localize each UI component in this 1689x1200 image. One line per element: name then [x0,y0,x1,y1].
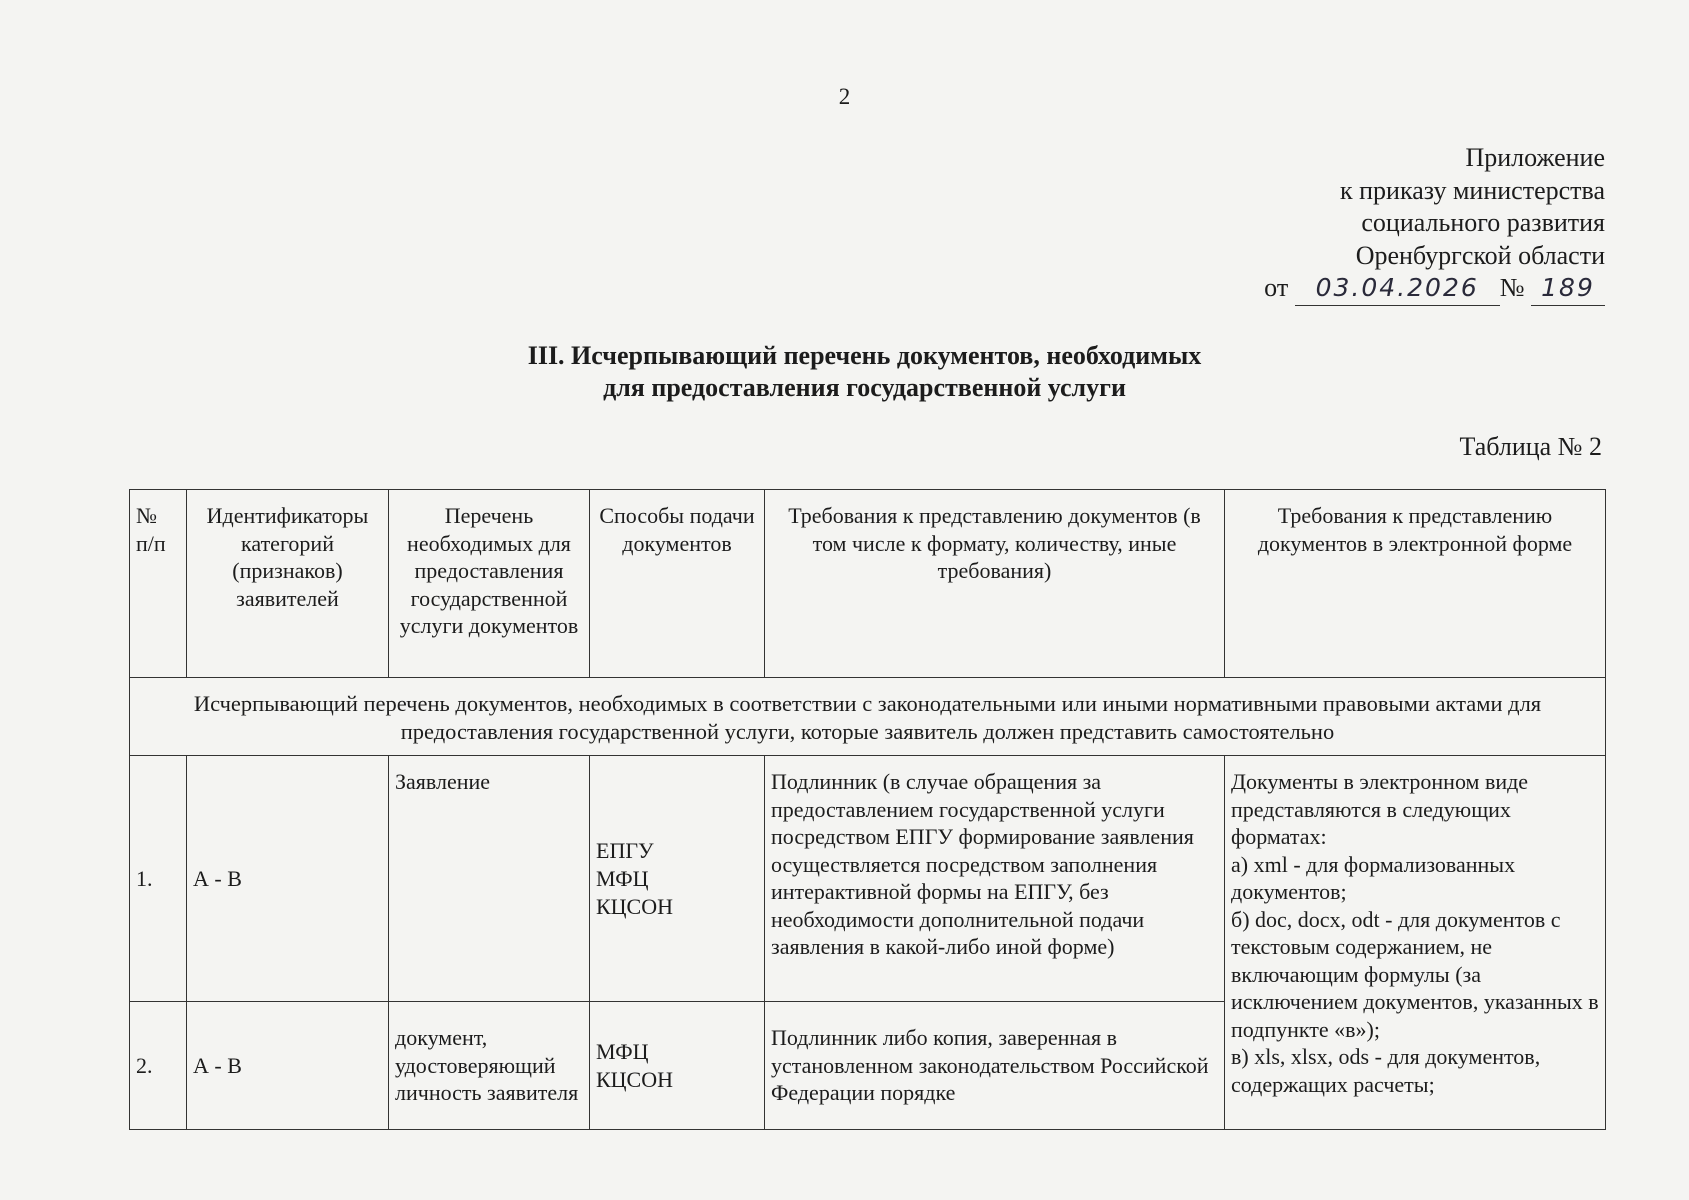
table-row [130,756,1606,1002]
electronic-item-a: а) xml - для формализованных документов; [1231,851,1516,904]
handwritten-number: 189 [1531,272,1605,306]
section-title-line-2: для предоставления государственной услуги [603,373,1126,402]
row-document: документ, удостоверяющий личность заявителя [389,1002,590,1130]
header-number: № п/п [130,490,187,678]
method-item: МФЦ [596,1038,649,1064]
method-item: ЕПГУ [596,837,654,863]
method-item: КЦСОН [596,893,674,919]
electronic-item-c: в) xls, xlsx, ods - для документов, содержащих расчеты; [1231,1044,1541,1097]
table-span-row [130,678,1606,756]
row-requirements: Подлинник (в случае обращения за предоставлением государственной услуги посредством ЕПГУ формирование заявления осуществляется посредством заполнения интерактивной формы на ЕПГУ, без необходимости дополнительной подачи заявления в какой-либо иной форме) [765,756,1225,1002]
handwritten-date: 03.04.2026 [1295,272,1500,306]
row-category: А - В [187,1002,389,1130]
method-item: КЦСОН [596,1066,674,1092]
section-title [0,340,1689,404]
header-requirements: Требования к представлению документов (в том числе к формату, количеству, иные требования) [765,490,1225,678]
page-number: 2 [838,84,851,109]
appendix-line-4: Оренбургской области [1355,240,1605,270]
row-category: А - В [187,756,389,1002]
row-number: 2. [130,1002,187,1130]
row-requirements: Подлинник либо копия, заверенная в установленном законодательством Российской Федерации порядке [765,1002,1225,1130]
row-number: 1. [130,756,187,1002]
appendix-line-1: Приложение [1465,143,1605,172]
header-methods: Способы подачи документов [590,490,765,678]
electronic-item-b: б) doc, docx, odt - для документов с текстовым содержанием, не включающим формулы (за исключением документов, указанных в подпункте «в»); [1231,906,1599,1042]
header-documents: Перечень необходимых для предоставления государственной услуги документов [389,490,590,678]
appendix-block [1264,142,1605,306]
electronic-requirements [1225,756,1606,1130]
row-methods [590,756,765,1002]
number-label: № [1499,273,1525,302]
from-label: от [1264,273,1289,302]
appendix-date-number-line [1264,272,1605,306]
electronic-intro: Документы в электронном виде представляются в следующих форматах: [1231,769,1529,849]
span-row-text: Исчерпывающий перечень документов, необходимых в соответствии с законодательными или иными нормативными правовыми актами для предоставления государственной услуги, которые заявитель должен представить самостоятельно [130,678,1606,756]
table-caption: Таблица № 2 [1459,432,1602,461]
row-document: Заявление [389,756,590,1002]
header-categories: Идентификаторы категорий (признаков) заявителей [187,490,389,678]
documents-table [129,489,1606,1130]
table-header-row [130,490,1606,678]
header-electronic: Требования к представлению документов в электронной форме [1225,490,1606,678]
appendix-line-3: социального развития [1361,208,1605,237]
row-methods [590,1002,765,1130]
appendix-line-2: к приказу министерства [1340,175,1605,205]
section-title-line-1: III. Исчерпывающий перечень документов, необходимых [527,341,1202,370]
method-item: МФЦ [596,865,649,891]
